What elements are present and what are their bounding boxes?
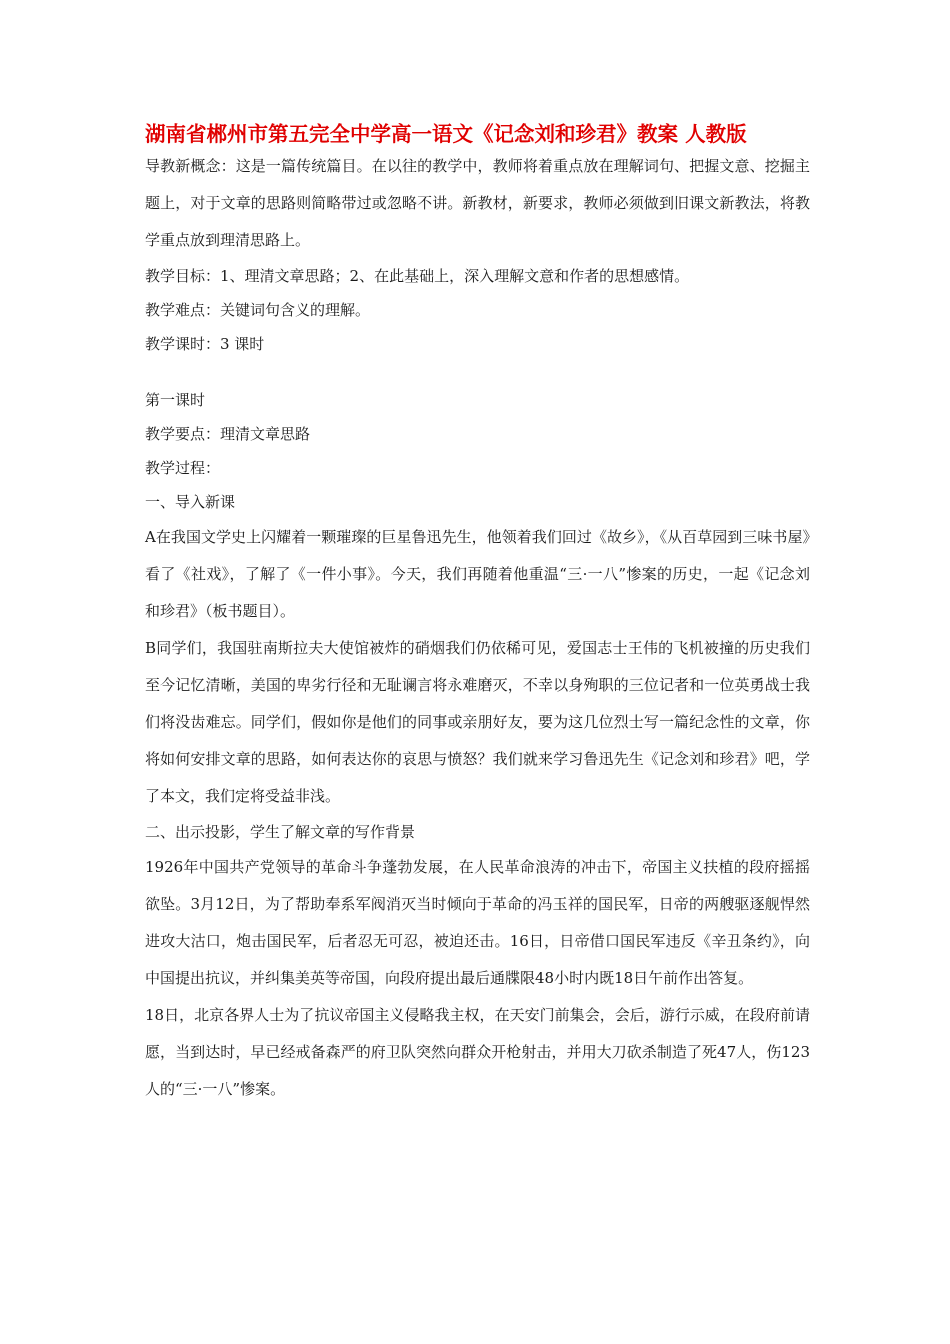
intro-paragraph: 导教新概念：这是一篇传统篇目。在以往的教学中，教师将着重点放在理解词句、把握文意、挖掘主题上，对于文章的思路则简略带过或忽略不讲。新教材，新要求，教师必须做到旧课文新教法，将教学重点放到理清思路上。	[145, 157, 810, 249]
background-paragraph-1: 1926年中国共产党领导的革命斗争蓬勃发展，在人民革命浪涛的冲击下，帝国主义扶植的段府摇摇欲坠。3月12日，为了帮助奉系军阀消灭当时倾向于革命的冯玉祥的国民军，日帝的两艘驱逐舰悍然进攻大沽口，炮击国民军，后者忍无可忍，被迫还击。16日，日帝借口国民军违反《辛丑条约》，向中国提出抗议，并纠集美英等帝国，向段府提出最后通牒限48小时内既18日午前作出答复。	[145, 858, 810, 987]
blank-line	[145, 361, 810, 383]
teaching-process: 教学过程：	[145, 459, 221, 477]
section-heading-2: 二、出示投影，学生了解文章的写作背景	[145, 823, 416, 841]
teaching-difficulty: 教学难点：关键词句含义的理解。	[145, 301, 371, 319]
section-heading-1: 一、导入新课	[145, 493, 236, 511]
paragraph-a: A在我国文学史上闪耀着一颗璀璨的巨星鲁迅先生，他领着我们回过《故乡》，《从百草园到三味书屋》看了《社戏》，了解了《一件小事》。今天，我们再随着他重温“三·一八”惨案的历史，一起《记念刘和珍君》（板书题目）。	[145, 528, 810, 620]
teaching-keypoint: 教学要点：理清文章思路	[145, 425, 311, 443]
teaching-hours: 教学课时：3 课时	[145, 335, 265, 353]
document-title: 湖南省郴州市第五完全中学高一语文《记念刘和珍君》教案 人教版	[145, 122, 747, 146]
lesson-heading: 第一课时	[145, 391, 206, 409]
teaching-goal: 教学目标：1、理清文章思路；2、在此基础上，深入理解文意和作者的思想感情。	[145, 267, 690, 285]
paragraph-b: B同学们，我国驻南斯拉夫大使馆被炸的硝烟我们仍依稀可见，爱国志士王伟的飞机被撞的历史我们至今记忆清晰，美国的卑劣行径和无耻谰言将永难磨灭，不幸以身殉职的三位记者和一位英勇战士我们将没齿难忘。同学们，假如你是他们的同事或亲朋好友，要为这几位烈士写一篇纪念性的文章，你将如何安排文章的思路，如何表达你的哀思与愤怒？我们就来学习鲁迅先生《记念刘和珍君》吧，学了本文，我们定将受益非浅。	[145, 639, 810, 805]
document-page	[145, 120, 810, 1108]
background-paragraph-2: 18日，北京各界人士为了抗议帝国主义侵略我主权，在天安门前集会，会后，游行示威，在段府前请愿，当到达时，早已经戒备森严的府卫队突然向群众开枪射击，并用大刀砍杀制造了死47人，伤123人的“三·一八”惨案。	[145, 1006, 810, 1098]
